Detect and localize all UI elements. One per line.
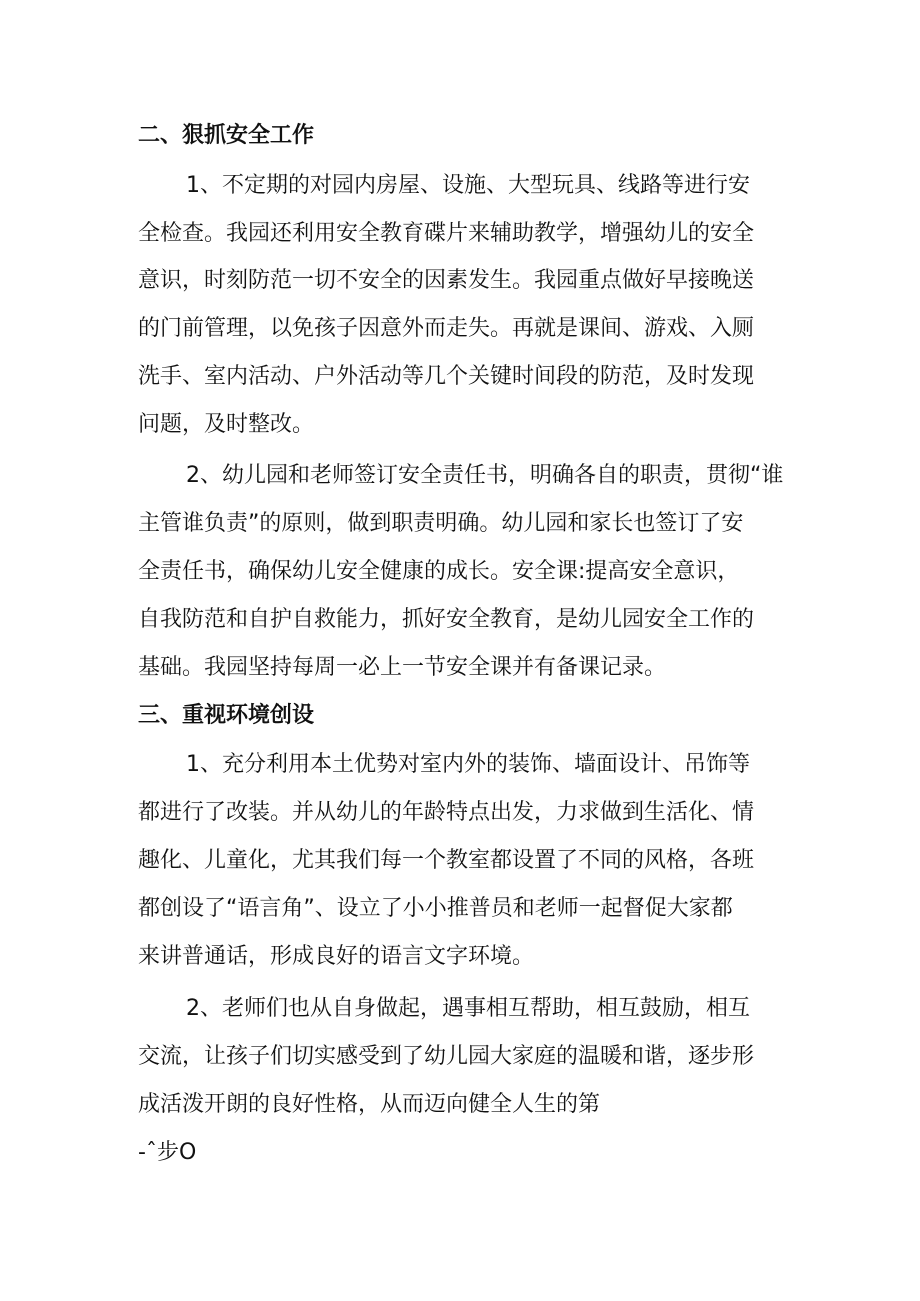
paragraph-line: 意识，时刻防范一切不安全的因素发生。我园重点做好早接晚送 bbox=[138, 268, 755, 293]
paragraph-line: 1、不定期的对园内房屋、设施、大型玩具、线路等进行安 bbox=[186, 173, 750, 198]
section-heading-safety: 二、狠抓安全工作 bbox=[138, 123, 315, 148]
paragraph-line: -ˆ步O bbox=[138, 1140, 197, 1165]
paragraph-line: 2、老师们也从自身做起，遇事相互帮助，相互鼓励，相互 bbox=[186, 996, 750, 1021]
paragraph-line: 的门前管理，以免孩子因意外而走失。再就是课间、游戏、入厕 bbox=[138, 316, 755, 341]
paragraph-line: 都进行了改装。并从幼儿的年龄特点出发，力求做到生活化、情 bbox=[138, 800, 755, 825]
paragraph-line: 自我防范和自护自救能力，抓好安全教育，是幼儿园安全工作的 bbox=[138, 607, 755, 632]
section-heading-environment: 三、重视环境创设 bbox=[138, 703, 315, 728]
paragraph-line: 洗手、室内活动、户外活动等几个关键时间段的防范，及时发现 bbox=[138, 364, 755, 389]
paragraph-line: 全责任书，确保幼儿安全健康的成长。安全课:提高安全意识， bbox=[138, 559, 740, 584]
paragraph-line: 1、充分利用本土优势对室内外的装饰、墙面设计、吊饰等 bbox=[186, 752, 750, 777]
paragraph-line: 2、幼儿园和老师签订安全责任书，明确各自的职责，贯彻“谁 bbox=[186, 463, 784, 488]
paragraph-line: 交流，让孩子们切实感受到了幼儿园大家庭的温暖和谐，逐步形 bbox=[138, 1044, 755, 1069]
paragraph-line: 来讲普通话，形成良好的语言文字环境。 bbox=[138, 944, 535, 969]
paragraph-line: 基础。我园坚持每周一必上一节安全课并有备课记录。 bbox=[138, 655, 667, 680]
paragraph-line: 主管谁负责”的原则，做到职责明确。幼儿园和家长也签订了安 bbox=[138, 511, 744, 536]
paragraph-line: 趣化、儿童化，尤其我们每一个教室都设置了不同的风格，各班 bbox=[138, 848, 755, 873]
paragraph-line: 都创设了“语言角”、设立了小小推普员和老师一起督促大家都 bbox=[138, 896, 733, 921]
paragraph-line: 全检查。我园还利用安全教育碟片来辅助教学，增强幼儿的安全 bbox=[138, 221, 755, 246]
paragraph-line: 成活泼开朗的良好性格，从而迈向健全人生的第 bbox=[138, 1092, 601, 1117]
paragraph-line: 问题，及时整改。 bbox=[138, 412, 315, 437]
